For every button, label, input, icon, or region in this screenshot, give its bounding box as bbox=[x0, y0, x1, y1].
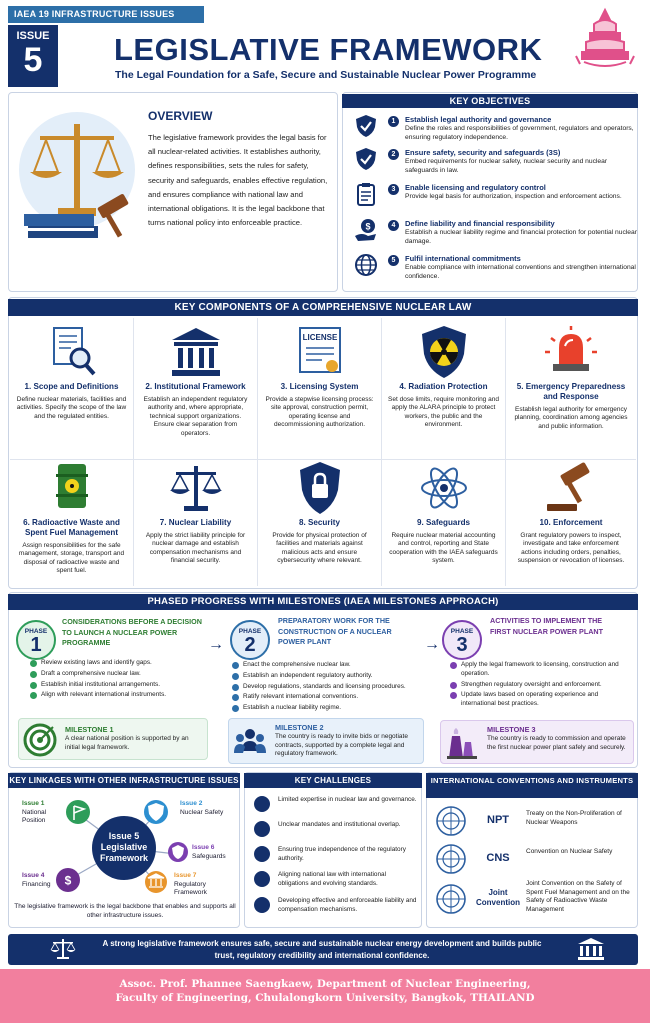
challenges-heading: KEY CHALLENGES bbox=[244, 773, 422, 788]
component-title: 3. Licensing System bbox=[280, 382, 359, 391]
component-desc: Apply the strict liability principle for nuclear damage and establish compensation mechanisms and financial security. bbox=[145, 532, 246, 565]
milestone-card bbox=[18, 718, 208, 760]
institution-icon bbox=[576, 937, 606, 962]
phase-label: PHASE bbox=[24, 628, 48, 635]
radiation-shield-icon bbox=[414, 324, 474, 380]
issue-badge bbox=[8, 25, 58, 87]
university-seal-icon bbox=[572, 6, 638, 78]
linkage-name: Safeguards bbox=[192, 852, 226, 860]
linkage-issue: Issue 6 bbox=[192, 844, 215, 851]
atom-icon bbox=[414, 460, 474, 516]
component-title: 10. Enforcement bbox=[539, 518, 603, 527]
convention-abbr: CNS bbox=[486, 852, 510, 864]
challenge-text: Unclear mandates and institutional overlap. bbox=[278, 821, 401, 828]
component-title: 2. Institutional Framework bbox=[145, 382, 246, 391]
component-desc: Set dose limits, require monitoring and apply the ALARA principle to protect workers, the public and the environment. bbox=[388, 396, 499, 429]
shield-check-icon bbox=[354, 114, 378, 138]
globe-icon bbox=[254, 871, 270, 887]
linkage-name: Financing bbox=[22, 880, 51, 888]
license-icon bbox=[290, 324, 350, 380]
phase-bullet: Update laws based on operating experience and international best practices. bbox=[450, 691, 632, 709]
objective-number: 4 bbox=[388, 220, 399, 231]
phase-badge bbox=[230, 620, 270, 660]
phase-bullet: Enact the comprehensive nuclear law. bbox=[232, 661, 432, 670]
phase-title: CONSIDERATIONS BEFORE A DECISION TO LAUNCH A NUCLEAR POWER PROGRAMME bbox=[62, 617, 202, 647]
phase-bullet: Establish an independent regulatory authority. bbox=[232, 672, 432, 681]
phase-number: 3 bbox=[456, 634, 468, 656]
issue-number: 5 bbox=[23, 41, 43, 79]
phases-heading: PHASED PROGRESS WITH MILESTONES (IAEA MILESTONES APPROACH) bbox=[8, 594, 638, 610]
challenge-text: Ensuring true independence of the regulatory authority. bbox=[278, 846, 406, 862]
objective-title: Define liability and financial responsibility bbox=[405, 219, 555, 228]
phase-bullets bbox=[232, 661, 432, 715]
component-card bbox=[506, 454, 636, 586]
phase-label: PHASE bbox=[450, 628, 474, 635]
objective-number: 5 bbox=[388, 255, 399, 266]
challenge-text: Limited expertise in nuclear law and governance. bbox=[278, 796, 417, 803]
un-emblem-icon bbox=[434, 882, 468, 916]
linkage-center-label: Issue 5 Legislative Framework bbox=[99, 831, 149, 863]
linkage-name: Regulatory Framework bbox=[174, 880, 207, 896]
objective-title: Establish legal authority and governance bbox=[405, 115, 552, 124]
milestone-card bbox=[440, 720, 634, 764]
milestone-title: MILESTONE 3 bbox=[487, 725, 536, 734]
component-card bbox=[258, 318, 382, 460]
phase-bullets bbox=[30, 659, 215, 702]
milestone-desc: A clear national position is supported by an initial legal framework. bbox=[65, 735, 189, 751]
people-group-icon bbox=[233, 725, 267, 759]
money-icon bbox=[254, 897, 270, 913]
lock-shield-icon bbox=[290, 460, 350, 516]
phase-number: 1 bbox=[30, 634, 42, 656]
un-emblem-icon bbox=[434, 804, 468, 838]
convention-abbr: Joint Convention bbox=[476, 888, 520, 907]
component-title: 5. Emergency Preparedness and Response bbox=[516, 382, 626, 401]
phase-bullet: Strengthen regulatory oversight and enforcement. bbox=[450, 681, 632, 690]
globe-icon bbox=[354, 253, 378, 277]
institution-icon bbox=[166, 324, 226, 380]
overview-heading: OVERVIEW bbox=[148, 109, 213, 123]
phase-bullet: Align with relevant international instruments. bbox=[30, 691, 215, 700]
component-card bbox=[382, 318, 506, 460]
component-card bbox=[10, 318, 134, 460]
phase-bullet: Establish initial institutional arrangements. bbox=[30, 681, 215, 690]
scales-icon bbox=[166, 460, 226, 516]
objective-number: 2 bbox=[388, 149, 399, 160]
component-desc: Grant regulatory powers to inspect, investigate and take enforcement actions including orders, penalties, suspension or revocation of licenses. bbox=[517, 532, 625, 565]
person-icon bbox=[254, 796, 270, 812]
overview-text: The legislative framework provides the legal basis for all nuclear-related activities. It establishes authority, defines responsibilities, sets the rules for safety, security and safeguards, enables effective regulation, and ensures compliance with national law and international obligations. It is the legal backbone that turns national policy into enforceable practice. bbox=[148, 133, 328, 228]
conventions-heading: INTERNATIONAL CONVENTIONS AND INSTRUMENTS bbox=[426, 773, 638, 798]
summary-text: A strong legislative framework ensures safe, secure and sustainable nuclear energy development and builds public trust, regulatory credibility and international confidence. bbox=[102, 939, 542, 960]
clipboard-icon bbox=[354, 182, 378, 206]
page-subtitle: The Legal Foundation for a Safe, Secure and Sustainable Nuclear Power Programme bbox=[115, 69, 537, 81]
component-card bbox=[134, 454, 258, 586]
money-hand-icon bbox=[354, 218, 378, 242]
component-title: 8. Security bbox=[299, 518, 340, 527]
convention-desc: Convention on Nuclear Safety bbox=[526, 848, 613, 855]
phase-title: PREPARATORY WORK FOR THE CONSTRUCTION OF A NUCLEAR POWER PLANT bbox=[278, 616, 392, 646]
series-tag: IAEA 19 INFRASTRUCTURE ISSUES bbox=[8, 6, 204, 23]
page-title: LEGISLATIVE FRAMEWORK bbox=[114, 32, 543, 67]
objective-title: Fulfil international commitments bbox=[405, 254, 521, 263]
phase-number: 2 bbox=[244, 634, 256, 656]
linkage-node bbox=[174, 872, 234, 898]
component-title: 9. Safeguards bbox=[416, 518, 471, 527]
target-icon bbox=[23, 723, 57, 757]
siren-icon bbox=[541, 324, 601, 380]
objective-desc: Enable compliance with international conventions and strengthen international confidence. bbox=[405, 264, 636, 280]
convention-desc: Treaty on the Non-Proliferation of Nuclear Weapons bbox=[526, 810, 622, 826]
component-desc: Establish an independent regulatory authority and, where appropriate, technical support organizations. Ensure clear separation from operators. bbox=[143, 396, 248, 437]
issue-label: ISSUE bbox=[16, 30, 50, 42]
building-icon bbox=[254, 821, 270, 837]
gavel-icon bbox=[541, 460, 601, 516]
linkage-node bbox=[192, 844, 236, 861]
component-desc: Provide a stepwise licensing process: site approval, construction permit, operating license and decommissioning authorization. bbox=[265, 396, 374, 429]
linkage-issue: Issue 7 bbox=[174, 872, 197, 879]
component-card bbox=[258, 454, 382, 586]
milestone-card bbox=[228, 718, 424, 764]
objective-number: 3 bbox=[388, 184, 399, 195]
objectives-heading: KEY OBJECTIVES bbox=[342, 94, 638, 108]
phase-bullet: Draft a comprehensive nuclear law. bbox=[30, 670, 215, 679]
component-card bbox=[506, 318, 636, 460]
linkage-name: Nuclear Safety bbox=[180, 808, 224, 816]
phase-label: PHASE bbox=[238, 628, 262, 635]
footer-line: Faculty of Engineering, Chulalongkorn University, Bangkok, THAILAND bbox=[115, 992, 535, 1004]
scales-icon bbox=[254, 846, 270, 862]
milestone-title: MILESTONE 2 bbox=[275, 723, 324, 732]
shield-check-icon bbox=[354, 147, 378, 171]
challenge-text: Developing effective and enforceable liability and compensation mechanisms. bbox=[278, 897, 417, 913]
objective-title: Ensure safety, security and safeguards (3S) bbox=[405, 148, 561, 157]
component-card bbox=[134, 318, 258, 460]
objective-desc: Establish a nuclear liability regime and financial protection for potential nuclear damage. bbox=[405, 229, 637, 245]
footer-line: Assoc. Prof. Phannee Saengkaew, Department of Nuclear Engineering, bbox=[119, 978, 531, 990]
phase-badge bbox=[442, 620, 482, 660]
component-card bbox=[10, 454, 134, 586]
linkage-issue: Issue 2 bbox=[180, 800, 203, 807]
linkage-node bbox=[22, 872, 62, 889]
milestone-desc: The country is ready to commission and operate the first nuclear power plant safely and securely. bbox=[487, 735, 626, 751]
un-emblem-icon bbox=[434, 842, 468, 876]
phase-bullet: Establish a nuclear liability regime. bbox=[232, 704, 432, 713]
convention-abbr: NPT bbox=[487, 814, 509, 826]
linkages-heading: KEY LINKAGES WITH OTHER INFRASTRUCTURE ISSUES bbox=[8, 773, 240, 788]
phase-bullet: Apply the legal framework to licensing, construction and operation. bbox=[450, 661, 632, 679]
linkage-issue: Issue 4 bbox=[22, 872, 45, 879]
phase-bullets bbox=[450, 661, 632, 711]
convention-desc: Joint Convention on the Safety of Spent Fuel Management and on the Safety of Radioactive Waste Management bbox=[526, 880, 630, 913]
phase-bullet: Ratify relevant international conventions. bbox=[232, 693, 432, 702]
component-title: 6. Radioactive Waste and Spent Fuel Management bbox=[23, 518, 120, 537]
scales-icon bbox=[48, 937, 78, 962]
component-desc: Assign responsibilities for the safe management, storage, transport and disposal of radioactive waste and spent fuel. bbox=[18, 542, 125, 575]
component-title: 7. Nuclear Liability bbox=[159, 518, 232, 527]
svg-text:$: $ bbox=[64, 873, 72, 888]
linkage-note: The legislative framework is the legal backbone that enables and supports all other infrastructure issues. bbox=[14, 903, 236, 919]
objective-desc: Provide legal basis for authorization, inspection and enforcement actions. bbox=[405, 193, 622, 200]
milestone-title: MILESTONE 1 bbox=[65, 725, 114, 734]
author-footer bbox=[0, 969, 650, 1023]
linkage-issue: Issue 1 bbox=[22, 800, 45, 807]
svg-text:$: $ bbox=[365, 221, 371, 232]
linkage-name: National Position bbox=[22, 808, 47, 824]
linkage-node bbox=[22, 800, 68, 826]
component-desc: Provide for physical protection of facilities and materials against malicious acts and ensure cybersecurity where relevant. bbox=[272, 532, 367, 565]
waste-barrel-icon bbox=[42, 460, 102, 516]
license-label: LICENSE bbox=[302, 333, 337, 342]
component-title: 1. Scope and Definitions bbox=[24, 382, 119, 391]
component-desc: Establish legal authority for emergency planning, coordination among agencies and public information. bbox=[514, 406, 628, 430]
linkage-node bbox=[180, 800, 230, 817]
milestone-desc: The country is ready to invite bids or negotiate contracts, supported by a complete legal and regulatory framework. bbox=[275, 733, 408, 758]
phase-bullet: Review existing laws and identify gaps. bbox=[30, 659, 215, 668]
phase-badge bbox=[16, 620, 56, 660]
scales-book-gavel-icon bbox=[14, 108, 140, 250]
arrow-right-icon: → bbox=[208, 636, 224, 653]
phase-title: ACTIVITIES TO IMPLEMENT THE FIRST NUCLEAR POWER PLANT bbox=[490, 616, 603, 636]
component-desc: Require nuclear material accounting and control, reporting and State cooperation with the IAEA safeguards system. bbox=[389, 532, 498, 565]
component-desc: Define nuclear materials, facilities and activities. Specify the scope of the law and the regulated entities. bbox=[16, 396, 127, 420]
objective-number: 1 bbox=[388, 116, 399, 127]
objective-title: Enable licensing and regulatory control bbox=[405, 183, 546, 192]
objective-desc: Embed requirements for nuclear safety, nuclear security and nuclear safeguards in law. bbox=[405, 158, 608, 174]
phase-bullet: Develop regulations, standards and licensing procedures. bbox=[232, 683, 432, 692]
document-magnifier-icon bbox=[42, 324, 102, 380]
summary-banner bbox=[8, 934, 638, 965]
components-heading: KEY COMPONENTS OF A COMPREHENSIVE NUCLEAR LAW bbox=[8, 299, 638, 316]
arrow-right-icon: → bbox=[424, 636, 440, 653]
objective-desc: Define the roles and responsibilities of government, regulators and operators, ensuring regulatory independence. bbox=[405, 125, 634, 141]
component-title: 4. Radiation Protection bbox=[399, 382, 488, 391]
challenge-text: Aligning national law with international obligations and evolving standards. bbox=[278, 871, 386, 887]
power-plant-icon bbox=[445, 726, 479, 760]
component-card bbox=[382, 454, 506, 586]
